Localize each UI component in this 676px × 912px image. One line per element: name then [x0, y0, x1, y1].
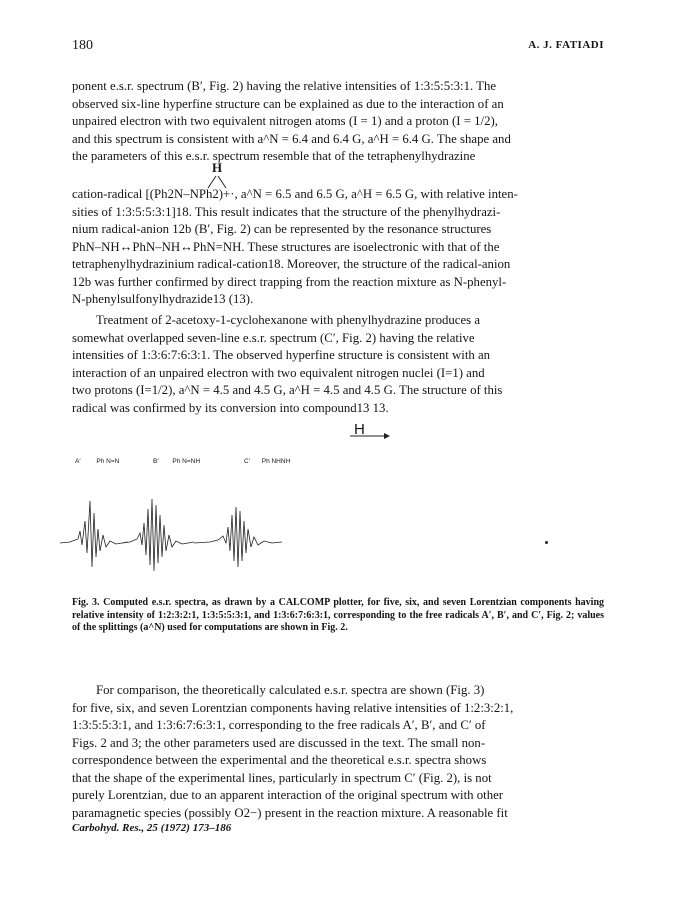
- text-line: radical was confirmed by its conversion into compound13 13.: [72, 400, 389, 415]
- text-line: tetraphenylhydrazinium radical-cation18. Moreover, the structure of the radical-anion: [72, 257, 511, 271]
- bridging-hydrogen: H: [211, 160, 223, 175]
- text-line: purely Lorentzian, due to an apparent interaction of the original spectrum with other: [72, 788, 504, 802]
- page-number: 180: [72, 38, 93, 53]
- journal-citation: Carbohyd. Res., 25 (1972) 173–186: [72, 822, 232, 834]
- text-line: and this spectrum is consistent with a^N = 6.4 and 6.4 G, a^H = 6.4 G. The shape and: [72, 131, 511, 146]
- paragraph-1: [72, 78, 604, 166]
- text-line: interaction of an unpaired electron with two equivalent nitrogen nuclei (I=1) and: [72, 365, 485, 380]
- text-line: For comparison, the theoretically calculated e.s.r. spectra are shown (Fig. 3): [96, 683, 485, 697]
- text-line: that the shape of the experimental lines, particularly in spectrum C′ (Fig. 2), is not: [72, 770, 492, 785]
- text-line: cation-radical [(Ph2N–NPh2)+·, a^N = 6.5 and 6.5 G, a^H = 6.5 G, with relative inten-: [72, 187, 518, 201]
- computed-esr-spectra: [60, 495, 320, 575]
- spectrum-letter: B′: [153, 458, 159, 465]
- spectrum-formula: Ph N=N: [96, 458, 120, 465]
- text-line: correspondence between the experimental and the theoretical e.s.r. spectra shows: [72, 753, 487, 767]
- text-line: unpaired electron with two equivalent nitrogen atoms (I = 1) and a proton (I = 1/2),: [72, 114, 498, 128]
- spectrum-trace-b: [122, 499, 194, 571]
- text-line: the parameters of this e.s.r. spectrum resemble that of the tetraphenylhydrazine: [72, 149, 476, 163]
- text-line: observed six-line hyperfine structure can be explained as due to the interaction of an: [72, 96, 504, 111]
- text-line: Figs. 2 and 3; the other parameters used are discussed in the text. The small non-: [72, 735, 486, 750]
- text-line: 1:3:5:5:3:1, and 1:3:6:7:6:3:1, corresponding to the free radicals A′, B′, and C′ of: [72, 718, 486, 732]
- paragraph-1-cont: [72, 186, 604, 309]
- text-line: 12b was further confirmed by direct trapping from the reaction mixture as N-phenyl-: [72, 274, 507, 289]
- spectrum-letter: A′: [75, 458, 81, 465]
- spectrum-formula: Ph NHNH: [261, 458, 291, 465]
- paragraph-2: [72, 312, 604, 417]
- text-line: for five, six, and seven Lorentzian components having relative intensities of 1:2:3:2:1,: [72, 700, 514, 715]
- text-line: intensities of 1:3:6:7:6:3:1. The observed hyperfine structure is consistent with an: [72, 348, 491, 362]
- text-line: ponent e.s.r. spectrum (B′, Fig. 2) having the relative intensities of 1:3:5:5:3:1. The: [72, 79, 497, 93]
- text-line: Treatment of 2-acetoxy-1-cyclohexanone with phenylhydrazine produces a: [96, 313, 481, 327]
- text-line: two protons (I=1/2), a^N = 4.5 and 4.5 G, a^H = 4.5 and 4.5 G. The structure of this: [72, 383, 503, 397]
- text-line: paramagnetic species (possibly O2−) present in the reaction mixture. A reasonable fit: [72, 805, 508, 820]
- figure-caption: Fig. 3. Computed e.s.r. spectra, as drawn by a CALCOMP plotter, for five, six, and seven Lorentzian components having relative intensity of 1:2:3:2:1, 1:3:5:5:3:1, and 1:3:6:7:6:3:1, corresponding to the free radicals A′, B′, and C′, Fig. 2; values of the splittings (a^N) used for computations are shown in Fig. 2.: [72, 597, 604, 633]
- text-line: sities of 1:3:5:5:3:1]18. This result indicates that the structure of the phenylhydrazi-: [72, 204, 501, 219]
- spectrum-label-b: [153, 458, 200, 465]
- reaction-arrow: [350, 432, 390, 440]
- spectrum-letter: C′: [244, 458, 250, 465]
- text-line: nium radical-anion 12b (B′, Fig. 2) can be represented by the resonance structures: [72, 222, 492, 236]
- spectrum-label-a: [75, 458, 119, 465]
- text-line: PhN–NH↔PhN–NH↔PhN=NH. These structures are isoelectronic with that of the: [72, 239, 500, 254]
- spectrum-trace-a: [60, 501, 128, 567]
- spectrum-label-c: [244, 458, 290, 465]
- spectrum-formula: Ph N=NH: [172, 458, 201, 465]
- running-author: A. J. FATIADI: [528, 39, 604, 51]
- text-line: somewhat overlapped seven-line e.s.r. spectrum (C′, Fig. 2) having the relative: [72, 330, 475, 345]
- running-header: [72, 38, 604, 58]
- paragraph-3: [72, 682, 604, 822]
- text-line: N-phenylsulfonylhydrazide13 (13).: [72, 292, 254, 306]
- spectrum-trace-c: [194, 507, 282, 567]
- figure-dot: [545, 541, 548, 544]
- reaction-arrow-label: H: [354, 421, 365, 438]
